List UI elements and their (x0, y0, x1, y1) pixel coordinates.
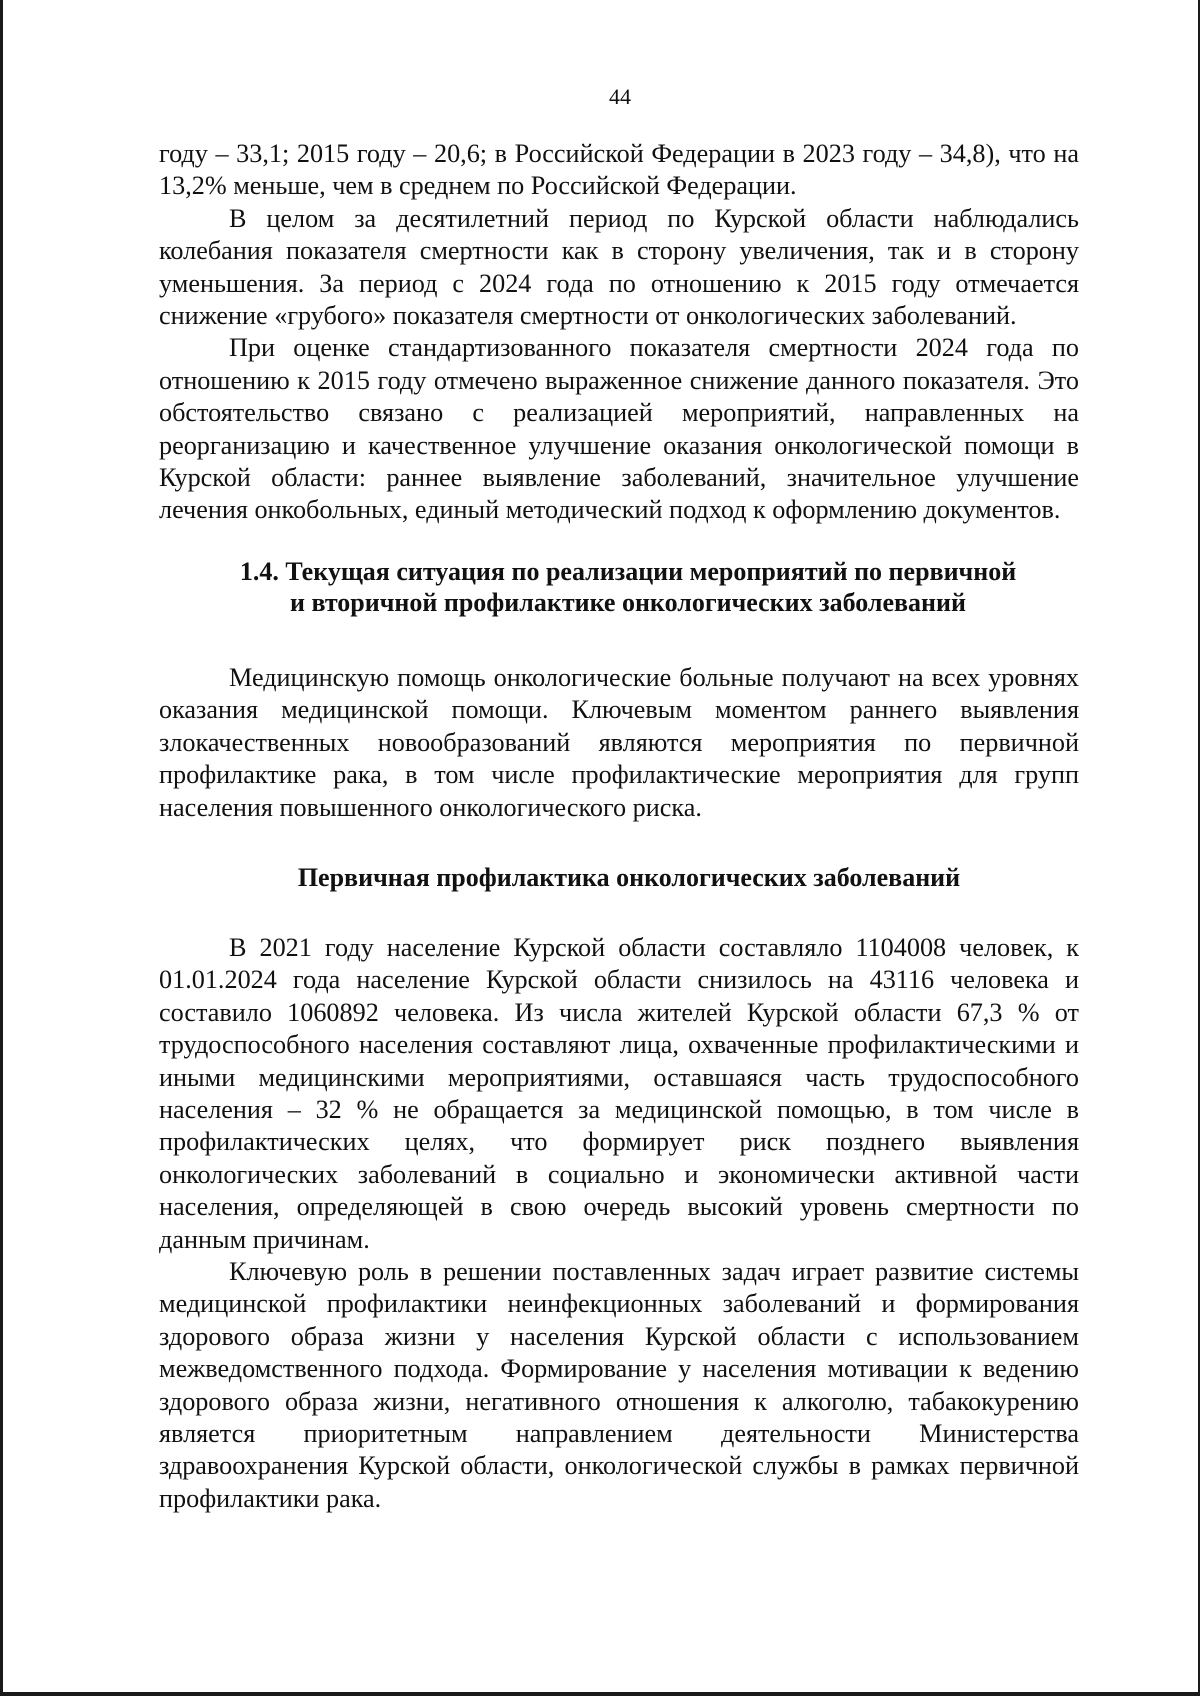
section-heading-1-4-line1: 1.4. Текущая ситуация по реализации мероприятий по первичной (239, 556, 1017, 586)
page-number: 44 (609, 84, 631, 109)
scan-edge-left (0, 0, 3, 1696)
section-heading-1-4 (159, 556, 1079, 618)
paragraph-continuation: году – 33,1; 2015 году – 20,6; в Российской Федерации в 2023 году – 34,8), что на 13,2% меньше, чем в среднем по Российской Федерации. (159, 139, 1079, 201)
paragraph-standardized-mortality: При оценке стандартизованного показателя смертности 2024 года по отношению к 2015 году отмечено выраженное снижение данного показателя. Это обстоятельство связано с реализацией мероприятий, направленных на реорганизацию и качественное улучшение оказания онкологической помощи в Курской области: раннее выявление заболеваний, значительное улучшение лечения онкобольных, единый методический подход к оформлению документов. (159, 333, 1079, 525)
paragraph-key-role: Ключевую роль в решении поставленных задач играет развитие системы медицинской профилактики неинфекционных заболеваний и формирования здорового образа жизни у населения Курской области с использованием межведомственного подхода. Формирование у населения мотивации к ведению здорового образа жизни, негативного отношения к алкоголю, табакокурению является приоритетным направлением деятельности Министерства здравоохранения Курской области, онкологической службы в рамках первичной профилактики рака. (159, 1256, 1079, 1513)
paragraph-mortality-dynamics: В целом за десятилетний период по Курской области наблюдались колебания показателя смертности как в сторону увеличения, так и в сторону уменьшения. За период с 2024 года по отношению к 2015 году отмечается снижение «грубого» показателя смертности от онкологических заболеваний. (159, 203, 1079, 331)
section-heading-1-4-line2: и вторичной профилактике онкологических заболеваний (289, 587, 966, 617)
subheading-primary-prevention: Первичная профилактика онкологических заболеваний (297, 862, 961, 892)
paragraph-population: В 2021 году население Курской области составляло 1104008 человек, к 01.01.2024 года население Курской области снизилось на 43116 человека и составило 1060892 человека. Из числа жителей Курской области 67,3 % от трудоспособного населения составляют лица, охваченные профилактическими и иными медицинскими мероприятиями, оставшаяся часть трудоспособного населения – 32 % не обращается за медицинской помощью, в том числе в профилактических целях, что формирует риск позднего выявления онкологических заболеваний в социально и экономически активной части населения, определяющей в свою очередь высокий уровень смертности по данным причинам. (159, 932, 1079, 1254)
paragraph-medical-care-levels: Медицинскую помощь онкологические больные получают на всех уровнях оказания медицинской помощи. Ключевым моментом раннего выявления злокачественных новообразований являются мероприятия по первичной профилактике рака, в том числе профилактические мероприятия для групп населения повышенного онкологического риска. (159, 662, 1079, 822)
scan-edge-bottom (0, 1692, 1200, 1696)
document-body (159, 138, 1079, 1515)
